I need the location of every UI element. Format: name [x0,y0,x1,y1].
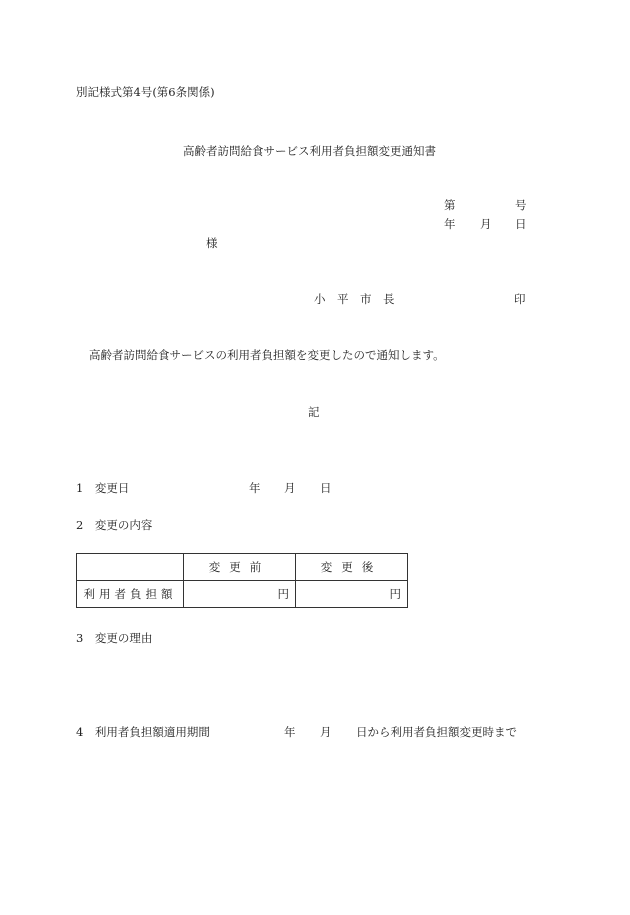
item1-day: 日 [320,481,332,495]
change-table [76,553,408,608]
header-after: 変更後 [296,554,408,581]
doc-number-go: 号 [515,198,527,212]
doc-number-dai: 第 [444,198,456,212]
date-year: 年 [444,217,456,231]
date-day: 日 [515,217,527,231]
item1-year: 年 [249,481,261,495]
document-title: 高齢者訪問給食サービス利用者負担額変更通知書 [183,144,436,158]
form-reference: 別記様式第4号(第6条関係) [76,85,215,99]
table-corner-cell [77,554,184,581]
date-month: 月 [480,217,492,231]
item2-label: 2 変更の内容 [76,518,153,532]
item4-year: 年 [284,725,296,739]
item1-label: 1 変更日 [76,481,130,495]
item3-label: 3 変更の理由 [76,631,153,645]
table-row [77,581,408,608]
row-label-burden: 利用者負担額 [77,581,184,608]
sender-name: 小 平 市 長 [314,292,395,306]
after-amount-yen: 円 [296,581,408,608]
item4-label: 4 利用者負担額適用期間 [76,725,210,739]
item4-tail: 日から利用者負担額変更時まで [356,725,517,739]
table-header-row [77,554,408,581]
item4-month: 月 [320,725,332,739]
notification-text: 高齢者訪問給食サービスの利用者負担額を変更したので通知します。 [89,348,445,362]
seal-mark: 印 [514,292,526,306]
addressee-suffix: 様 [206,236,218,250]
header-before: 変更前 [184,554,296,581]
ki-heading: 記 [308,405,320,419]
item1-month: 月 [284,481,296,495]
before-amount-yen: 円 [184,581,296,608]
